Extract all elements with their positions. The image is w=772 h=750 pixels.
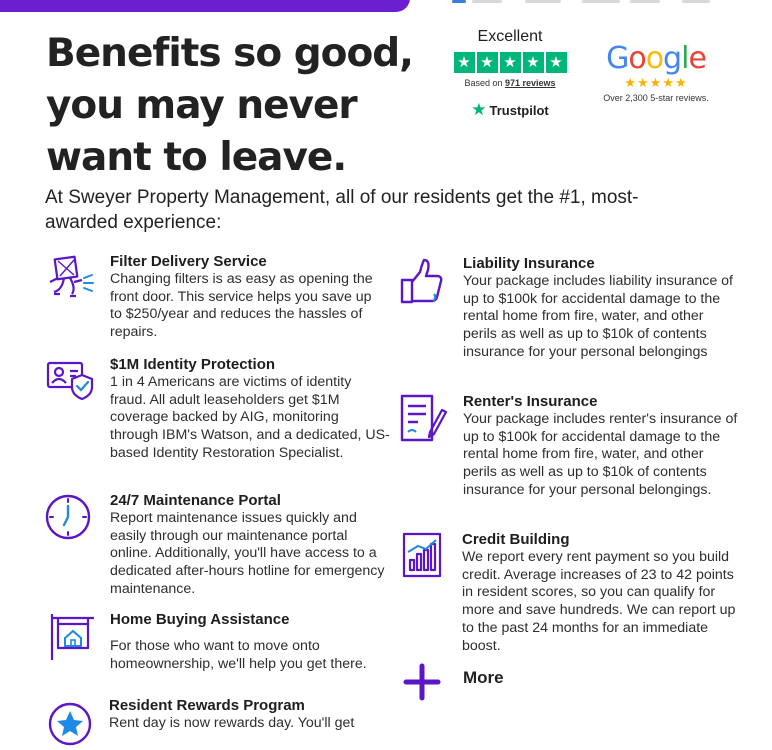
based-on-prefix: Based on: [464, 78, 503, 88]
benefit-title: Filter Delivery Service: [110, 253, 267, 270]
trustpilot-brand-name: Trustpilot: [489, 102, 549, 118]
page-headline: [46, 28, 426, 184]
star-icon: ★: [500, 52, 521, 73]
plus-icon[interactable]: [402, 662, 442, 702]
benefit-filter-delivery: [44, 252, 384, 342]
clock-icon: [44, 491, 96, 543]
benefit-description: 1 in 4 Americans are victims of identity fraud. All adult leaseholders get $1M coverage backed by AIG, monitoring through IBM's Watson, and a dedicated, US-based Identity Restoration Specialist.: [110, 374, 390, 461]
benefit-description: Your package includes liability insurance of up to $100k for accidental damage to the rental home from fire, water, and other perils as well as up to $10k of contents insurance for your personal belongings: [463, 273, 733, 360]
benefit-credit-building: [396, 530, 741, 655]
benefit-maintenance-portal: [44, 491, 389, 601]
star-badge-icon: [44, 698, 96, 750]
review-count-link[interactable]: 971 reviews: [505, 78, 556, 88]
google-reviews-text: Over 2,300 5-star reviews.: [603, 93, 709, 103]
benefit-title: Home Buying Assistance: [110, 611, 290, 628]
identity-protection-icon: [44, 355, 96, 407]
top-nav-remnant: [450, 0, 750, 6]
benefit-title: Credit Building: [462, 531, 570, 548]
document-pen-icon: [396, 392, 448, 444]
more-link[interactable]: More: [463, 668, 504, 687]
trustpilot-rating-label: Excellent: [477, 28, 543, 45]
headline-line: want to leave.: [46, 135, 347, 180]
benefit-renters-insurance: [396, 392, 741, 522]
thumbs-up-icon: [396, 256, 448, 308]
benefit-title: Renter's Insurance: [463, 393, 598, 410]
google-reviews-badge[interactable]: [590, 42, 722, 103]
star-icon: ★: [454, 52, 475, 73]
google-stars: ★★★★★: [624, 75, 688, 90]
trustpilot-stars: [448, 52, 572, 73]
trustpilot-star-icon: ★: [471, 100, 487, 119]
intro-text: At Sweyer Property Management, all of our residents get the #1, most-awarded experience:: [45, 187, 639, 233]
star-icon: ★: [523, 52, 544, 73]
benefit-description: Report maintenance issues quickly and easily through our maintenance portal online. Additionally, you'll have access to a dedicated after-hours hotline for emergency maintenance.: [110, 510, 385, 597]
headline-line: you may never: [46, 83, 357, 128]
benefit-description: For those who want to move onto homeownership, we'll help you get there.: [110, 638, 367, 672]
benefit-resident-rewards: [44, 696, 389, 731]
benefit-description: Your package includes renter's insurance of up to $100k for accidental damage to the rental home from fire, water, and other perils as well as up to $10k of contents insurance for your personal belongings.: [463, 411, 738, 498]
house-sign-icon: [44, 610, 96, 662]
benefit-description: Changing filters is as easy as opening the front door. This service helps you save up to $250/year and reduces the hassles of repairs.: [110, 271, 373, 341]
filter-delivery-icon: [44, 252, 96, 304]
headline-line: Benefits so good,: [46, 31, 413, 76]
benefit-liability-insurance: [396, 254, 741, 384]
benefit-title: $1M Identity Protection: [110, 356, 276, 373]
bar-chart-icon: [396, 530, 448, 582]
trustpilot-logo: [448, 100, 572, 120]
top-accent-bar: [0, 0, 410, 12]
benefit-title: Liability Insurance: [463, 255, 595, 272]
benefit-description: Rent day is now rewards day. You'll get: [109, 715, 355, 731]
benefit-title: Resident Rewards Program: [109, 697, 305, 714]
trustpilot-badge[interactable]: [448, 28, 572, 120]
star-icon: ★: [477, 52, 498, 73]
benefit-home-buying: [44, 610, 389, 685]
benefit-identity-protection: [44, 355, 389, 480]
benefit-title: 24/7 Maintenance Portal: [110, 492, 281, 509]
google-logo: Google: [606, 41, 706, 76]
trustpilot-review-count: [448, 78, 572, 88]
benefit-description: We report every rent payment so you build credit. Average increases of 23 to 42 points in resident scores, so you can qualify for more and save hundreds. We can report up to the past 24 months for an immediate boost.: [462, 549, 736, 654]
star-icon: ★: [546, 52, 567, 73]
